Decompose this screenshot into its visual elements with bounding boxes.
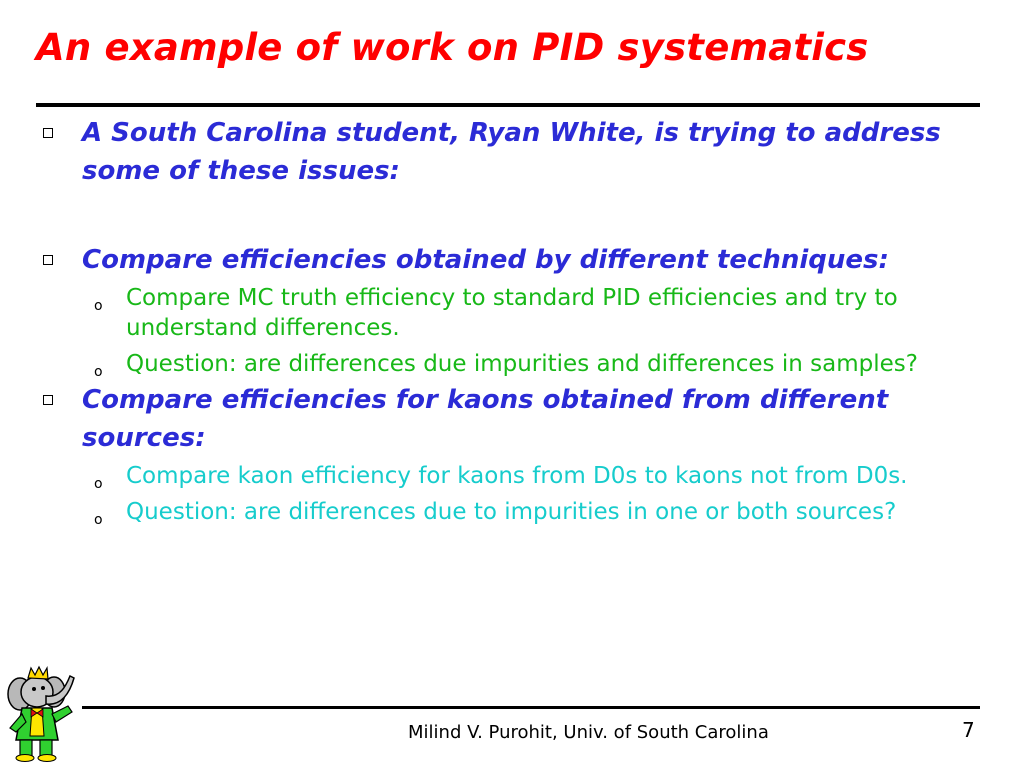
square-bullet-icon xyxy=(43,395,53,405)
square-bullet-icon xyxy=(43,255,53,265)
sub-bullet-marker: o xyxy=(94,298,103,314)
sub-item xyxy=(40,497,980,527)
bullet-text: Compare efficiencies obtained by different techniques: xyxy=(82,245,889,275)
slide-title: An example of work on PID systematics xyxy=(36,26,869,69)
bullet-item xyxy=(40,241,980,279)
footer-author: Milind V. Purohit, Univ. of South Carolina xyxy=(408,722,769,743)
page-number: 7 xyxy=(962,718,975,742)
sub-item xyxy=(40,461,980,491)
sub-item-text: Compare kaon efficiency for kaons from D0s to kaons not from D0s. xyxy=(126,463,908,489)
sub-item-text: Question: are differences due to impurities in one or both sources? xyxy=(126,499,897,525)
title-divider xyxy=(36,103,980,107)
bullet-item xyxy=(40,381,980,457)
sub-bullet-marker: o xyxy=(94,476,103,492)
footer-divider xyxy=(82,706,980,709)
square-bullet-icon xyxy=(43,128,53,138)
bullet-text: A South Carolina student, Ryan White, is trying to address some of these issues: xyxy=(82,118,941,186)
bullet-text: Compare efficiencies for kaons obtained from different sources: xyxy=(82,385,889,453)
sub-item xyxy=(40,349,980,379)
sub-item-text: Compare MC truth efficiency to standard PID efficiencies and try to understand differences. xyxy=(126,285,898,341)
elephant-mascot-icon xyxy=(4,662,86,762)
sub-bullet-marker: o xyxy=(94,512,103,528)
sub-bullet-marker: o xyxy=(94,364,103,380)
sub-item xyxy=(40,283,980,343)
sub-item-text: Question: are differences due impurities and differences in samples? xyxy=(126,351,918,377)
bullet-item xyxy=(40,114,980,190)
slide-body xyxy=(40,112,980,527)
